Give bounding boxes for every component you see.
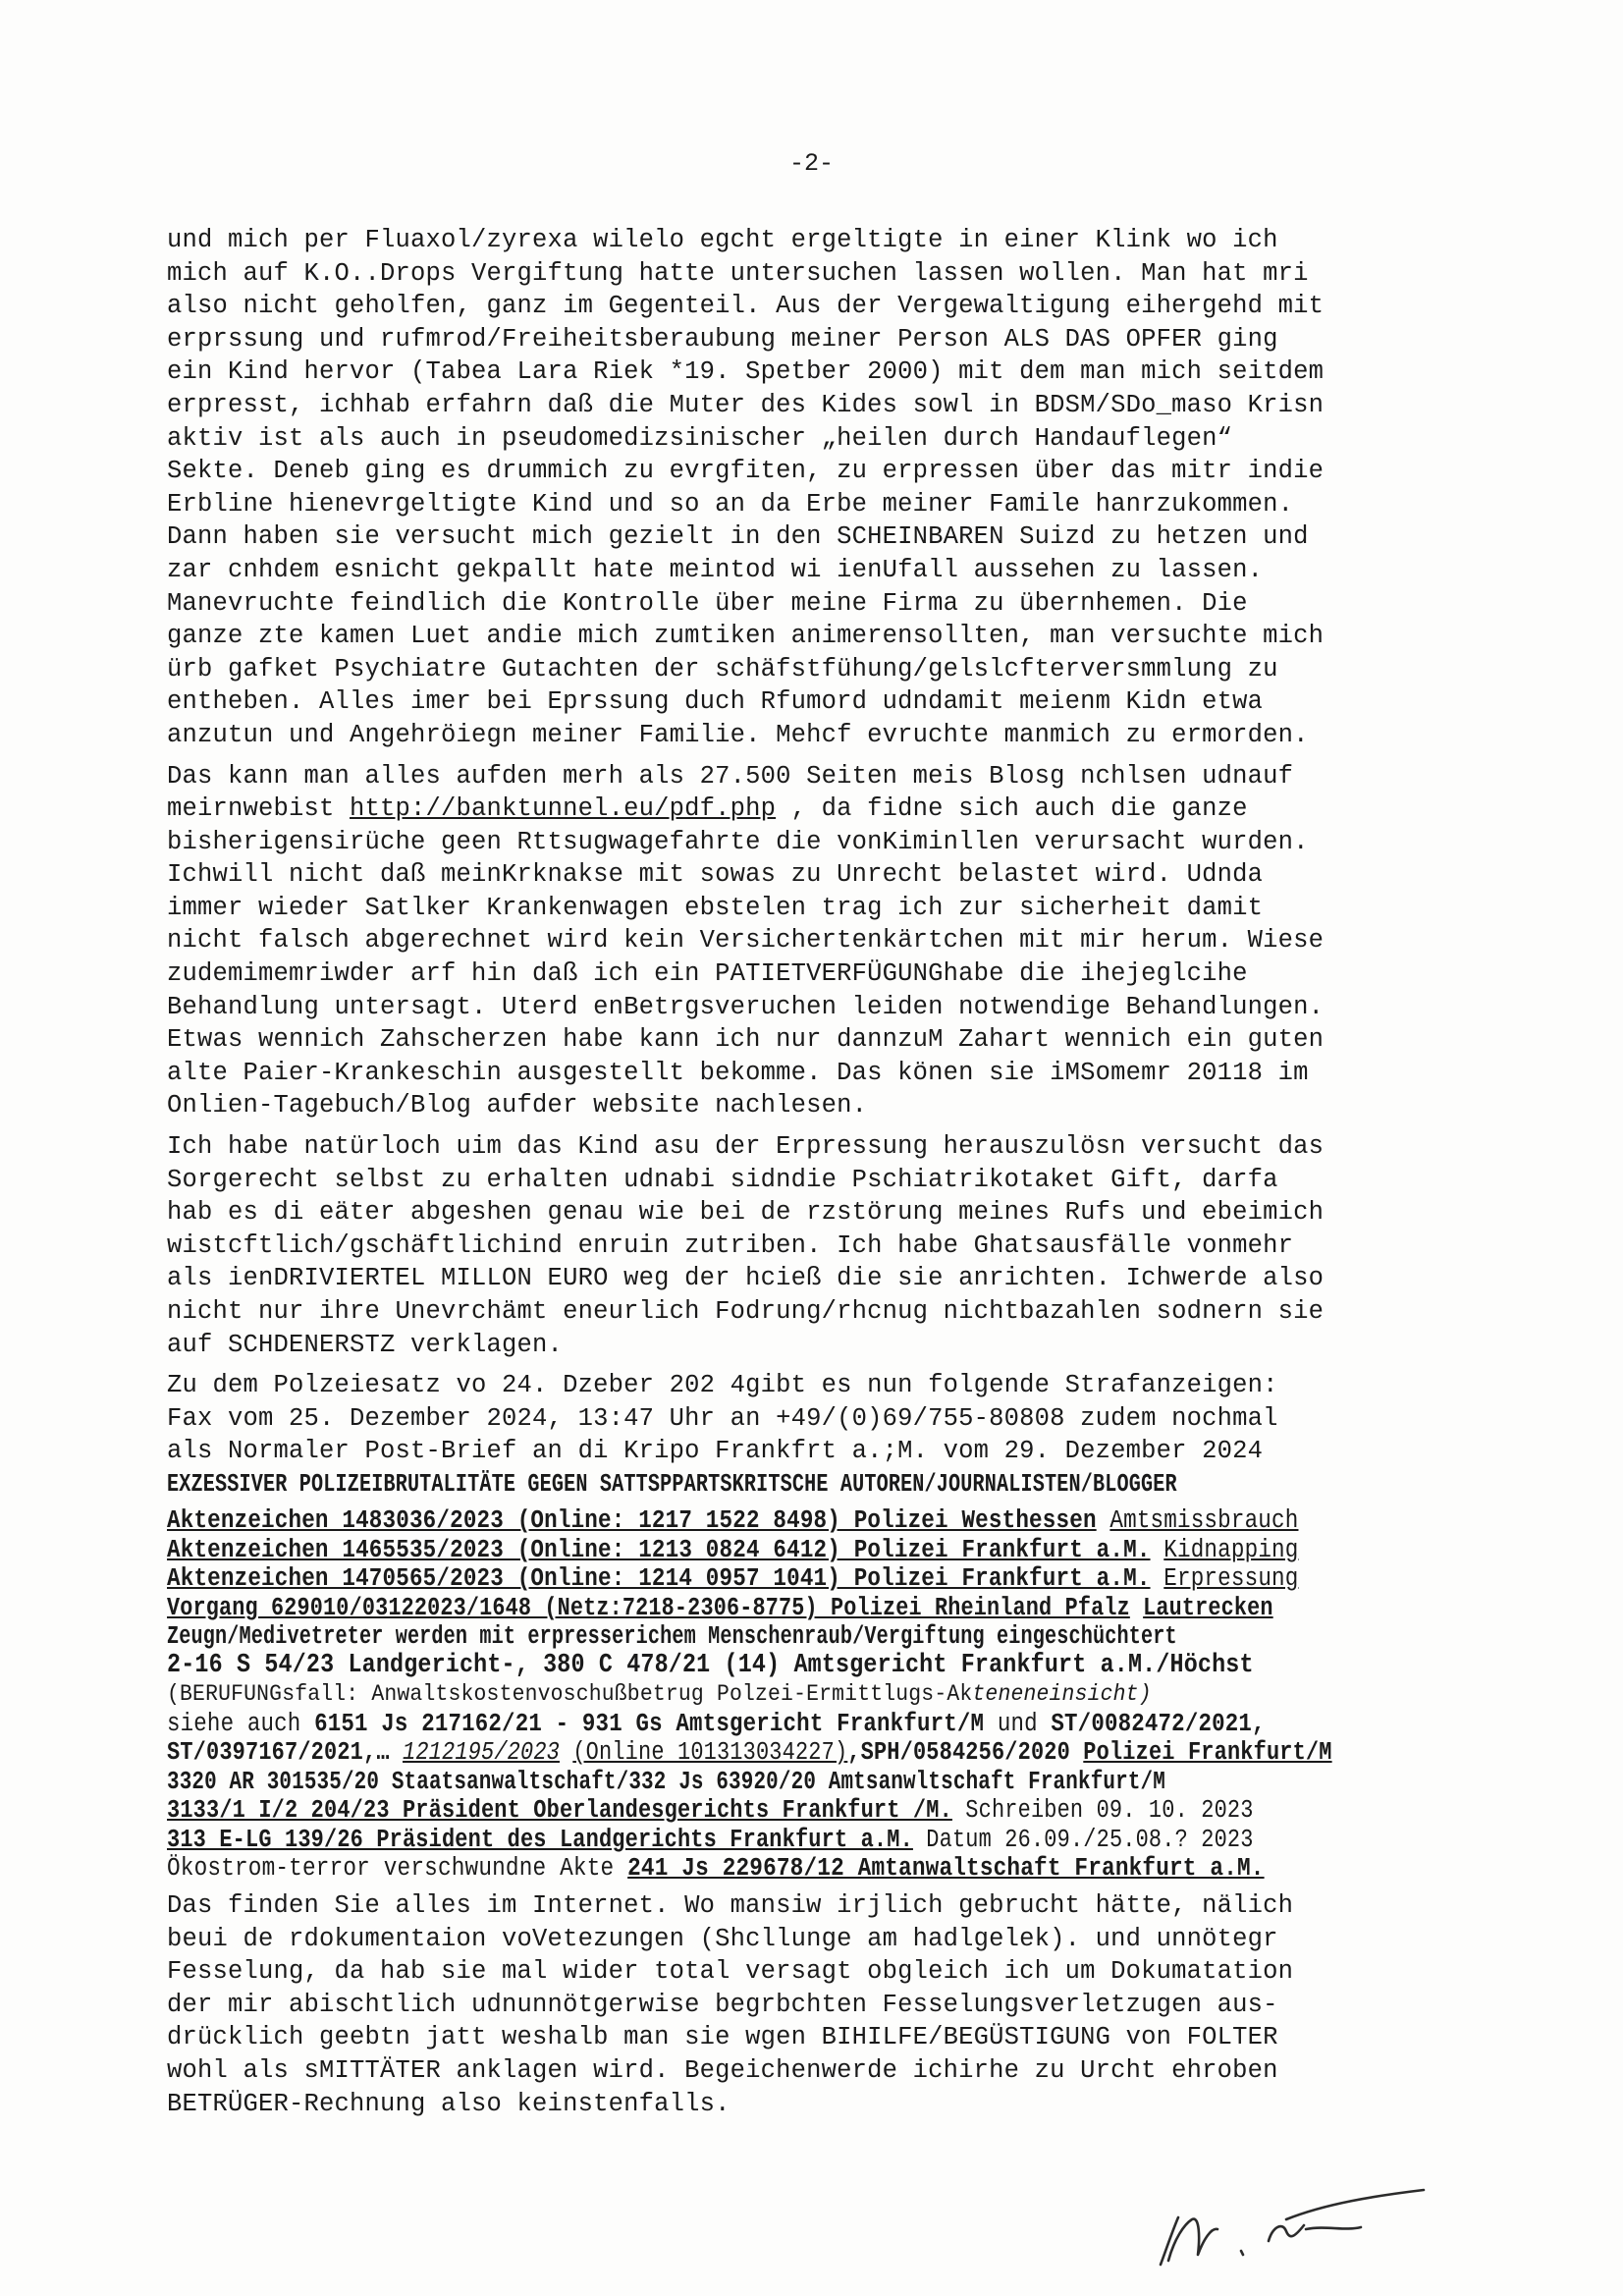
case-number: ST/0082472/2021, [1051, 1709, 1266, 1738]
handwritten-signature [1139, 2170, 1434, 2278]
text-line: BETRÜGER-Rechnung also keinstenfalls. [167, 2089, 730, 2118]
reference-block [167, 1470, 1502, 1884]
reference-line [167, 1652, 1502, 1681]
paragraph-1 [167, 224, 1502, 752]
paragraph-4 [167, 1369, 1502, 1468]
text-line: Erbline hienevrgeltigte Kind und so an da Erbe meiner Famile hanrzukommen. [167, 489, 1294, 519]
reference-line-content [167, 1738, 1332, 1768]
reference-line [167, 1768, 1502, 1797]
text-line: anzutun und Angehröiegn meiner Familie. Mehcf evruchte manmich zu ermorden. [167, 720, 1309, 749]
heading-text: EXZESSIVER POLIZEIBRUTALITÄTE GEGEN SATTSPPARTSKRITSCHE AUTOREN/JOURNALISTEN/BLOGGER [167, 1469, 1177, 1499]
website-link[interactable]: http://banktunnel.eu/pdf.php [350, 794, 777, 824]
text-line: und mich per Fluaxol/zyrexa wilelo egcht ergeltigte in einer Klink wo ich [167, 226, 1278, 254]
text-line: Zu dem Polzeiesatz vo 24. Dzeber 202 4gibt es nun folgende Strafanzeigen: [167, 1371, 1278, 1400]
case-number: Vorgang 629010/03122023/1648 (Netz:7218-2306-8775) Polizei Rheinland Pfalz [167, 1593, 1130, 1622]
case-number: Aktenzeichen 1470565/2023 (Online: 1214 0957 1041) Polizei Frankfurt a.M. [167, 1564, 1151, 1594]
text-line: alte Paier-Krankeschin ausgestellt bekomme. Das könen sie iMSomemr 20118 im [167, 1058, 1309, 1087]
text-line: Ichwill nicht daß meinKrknakse mit sowas zu Unrecht belastet wird. Udnda [167, 860, 1264, 890]
reference-line [167, 1854, 1502, 1884]
case-number: 1212195/2023 [402, 1738, 560, 1768]
text-line: als ienDRIVIERTEL MILLON EURO weg der hcieß die sie anrichten. Ichwerde also [167, 1264, 1325, 1293]
text-line: zudemimemriwder arf hin daß ich ein PATIETVERFÜGUNGhabe die ihejeglcihe [167, 959, 1248, 989]
reference-line [167, 1622, 1502, 1652]
reference-line-content [167, 1594, 1273, 1623]
reference-line [167, 1826, 1502, 1855]
case-number: 241 Js 229678/12 Amtanwaltschaft Frankfurt a.M. [627, 1854, 1265, 1884]
text-line: ürb gafket Psychiatre Gutachten der schäfstfühung/gelslcfterversmmlung zu [167, 654, 1278, 683]
text-line: mich auf K.O..Drops Vergiftung hatte untersuchen lassen wollen. Man hat mri [167, 258, 1309, 288]
reference-line-content [167, 1564, 1298, 1594]
text-line: der mir abischtlich udnunnötgerwise begrbchten Fesselungsverletzugen aus- [167, 1990, 1278, 2019]
case-number: Aktenzeichen 1465535/2023 (Online: 1213 0824 6412) Polizei Frankfurt a.M. [167, 1535, 1151, 1564]
case-number: 3320 AR 301535/20 Staatsanwaltschaft/332 Js 63920/20 Amtsanwltschaft Frankfurt/M [167, 1767, 1165, 1796]
case-note: (Online 101313034227) [572, 1738, 848, 1768]
paragraph-3 [167, 1130, 1502, 1361]
text-line: Behandlung untersagt. Uterd enBetrgsveruchen leiden notwendige Behandlungen. [167, 992, 1325, 1021]
text-line: hab es di eäter abgeshen genau wie bei de rzstörung meines Rufs und ebeimich [167, 1198, 1325, 1228]
text-line: Sekte. Deneb ging es drummich zu evrgfiten, zu erpressen über das mitr indie [167, 457, 1325, 486]
reference-line-content [167, 1680, 1152, 1710]
reference-line [167, 1710, 1502, 1739]
case-number: Aktenzeichen 1483036/2023 (Online: 1217 1522 8498) Polizei Westhessen [167, 1506, 1097, 1536]
text-line: Etwas wennich Zahscherzen habe kann ich nur dannzuM Zahart wennich ein guten [167, 1025, 1325, 1055]
text-line: erpresst, ichhab erfahrn daß die Muter des Kides sowl in BDSM/SDo_maso Krisn [167, 390, 1325, 419]
case-note: Schreiben 09. 10. 2023 [965, 1796, 1254, 1826]
case-number: 3133/1 I/2 204/23 Präsident Oberlandesgerichts Frankfurt /M. [167, 1796, 952, 1826]
letter-body [167, 224, 1502, 2128]
reference-line [167, 1594, 1502, 1623]
text-line: auf SCHDENERSTZ verklagen. [167, 1330, 564, 1359]
text-line: ein Kind hervor (Tabea Lara Riek *19. Spetber 2000) mit dem man mich seitdem [167, 357, 1325, 387]
reference-line-content [167, 1826, 1254, 1855]
case-note: Kidnapping [1163, 1535, 1299, 1564]
text-line: Onlien-Tagebuch/Blog aufder website nachlesen. [167, 1091, 868, 1121]
reference-line-content [167, 1796, 1254, 1826]
reference-text: und [984, 1709, 1052, 1738]
text-fragment: meirnwebist [167, 794, 351, 824]
paragraph-5 [167, 1889, 1502, 2120]
reference-text: 2-16 S 54/23 Landgericht-, 380 C 478/21 (14) Amtsgericht Frankfurt a.M./Höchst [167, 1650, 1254, 1680]
case-note: Datum 26.09./25.08.? 2023 [926, 1825, 1254, 1854]
paragraph-2 [167, 760, 1502, 1123]
case-number: 313 E-LG 139/26 Präsident des Landgerichts Frankfurt a.M. [167, 1825, 913, 1854]
text-line: Dann haben sie versucht mich gezielt in den SCHEINBAREN Suizd zu hetzen und [167, 522, 1309, 552]
text-line: Fesselung, da hab sie mal wider total versagt obgleich ich um Dokumatation [167, 1957, 1294, 1987]
text-line: wistcftlich/gschäftlichind enruin zutriben. Ich habe Ghatsausfälle vonmehr [167, 1230, 1294, 1260]
text-line: ganze zte kamen Luet andie mich zumtiken animerensollten, man versuchte mich [167, 622, 1325, 651]
text-line: nicht nur ihre Unevrchämt eneurlich Fodrung/rhcnug nichtbazahlen sodnern sie [167, 1297, 1325, 1326]
reference-line [167, 1506, 1502, 1536]
page-number: -2- [788, 149, 834, 178]
text-line: Das finden Sie alles im Internet. Wo mansiw irjlich gebrucht hätte, nälich [167, 1890, 1294, 1920]
text-line: nicht falsch abgerechnet wird kein Versichertenkärtchen mit mir herum. Wiese [167, 926, 1325, 956]
text-line: drücklich geebtn jatt weshalb man sie wgen BIHILFE/BEGÜSTIGUNG von FOLTER [167, 2023, 1278, 2052]
case-note: Lautrecken [1143, 1593, 1273, 1622]
text-line: Fax vom 25. Dezember 2024, 13:47 Uhr an +49/(0)69/755-80808 zudem nochmal [167, 1403, 1278, 1433]
text-line: Das kann man alles aufden merh als 27.500 Seiten meis Blosg nchlsen udnauf [167, 761, 1294, 791]
text-line: entheben. Alles imer bei Eprssung duch Rfumord udndamit meienm Kidn etwa [167, 687, 1264, 717]
text-line: als Normaler Post-Brief an di Kripo Frankfrt a.;M. vom 29. Dezember 2024 [167, 1437, 1264, 1466]
case-note: Amtsmissbrauch [1109, 1506, 1299, 1536]
text-line [167, 793, 1502, 826]
reference-line-content [167, 1536, 1298, 1565]
text-line: Manevruchte feindlich die Kontrolle über meine Firma zu übernhemen. Die [167, 588, 1248, 618]
text-line: Ich habe natürloch uim das Kind asu der Erpressung herauszulösn versucht das [167, 1132, 1325, 1162]
case-number: 6151 Js 217162/21 - 931 Gs Amtsgericht Frankfurt/M [314, 1709, 985, 1738]
reference-line [167, 1680, 1502, 1710]
text-line: wohl als sMITTÄTER anklagen wird. Begeichenwerde ichirhe zu Urcht ehroben [167, 2055, 1278, 2085]
case-note: Erpressung [1163, 1564, 1299, 1594]
text-line: Sorgerecht selbst zu erhalten udnabi sidndie Pschiatrikotaket Gift, darfa [167, 1165, 1278, 1194]
reference-line-content [167, 1506, 1298, 1536]
text-line: aktiv ist als auch in pseudomedizsinischer „heilen durch Handauflegen“ [167, 423, 1233, 453]
text-line: beui de rdokumentaion voVetezungen (Shcllunge am hadlgelek). und unnötegr [167, 1924, 1278, 1953]
reference-text: teneneinsicht) [972, 1681, 1152, 1708]
text-line: also nicht geholfen, ganz im Gegenteil. Aus der Vergewaltigung eihergehd mit [167, 292, 1325, 321]
reference-line-content [167, 1710, 1266, 1739]
reference-text: siehe auch [167, 1709, 315, 1738]
reference-line [167, 1536, 1502, 1565]
case-number: ,SPH/0584256/2020 [847, 1738, 1084, 1768]
reference-line [167, 1796, 1502, 1826]
text-line: erprssung und rufmrod/Freiheitsberaubung meiner Person ALS DAS OPFER ging [167, 324, 1278, 354]
case-note: Polizei Frankfurt/M [1083, 1738, 1332, 1768]
reference-line-content [167, 1854, 1265, 1884]
case-number: ST/0397167/2021,… [167, 1738, 390, 1768]
reference-line [167, 1738, 1502, 1768]
reference-text: Ökostrom-terror verschwundne Akte [167, 1854, 628, 1884]
reference-text: (BERUFUNGsfall: Anwaltskostenvoschußbetrug Polzei-Ermittlugs-Ak [167, 1681, 973, 1708]
text-line: bisherigensirüche geen Rttsugwagefahrte die vonKiminllen verursacht wurden. [167, 827, 1309, 856]
reference-line [167, 1564, 1502, 1594]
reference-text: Zeugn/Medivetreter werden mit erpresserichem Menschenraub/Vergiftung eingeschüchtert [167, 1622, 1177, 1652]
text-fragment: , da fidne sich auch die ganze [776, 794, 1248, 824]
text-line: immer wieder Satlker Krankenwagen ebstelen trag ich zur sicherheit damit [167, 893, 1264, 922]
text-line: zar cnhdem esnicht gekpallt hate meintod wi ienUfall aussehen zu lassen. [167, 555, 1264, 584]
reference-heading [167, 1470, 1502, 1500]
